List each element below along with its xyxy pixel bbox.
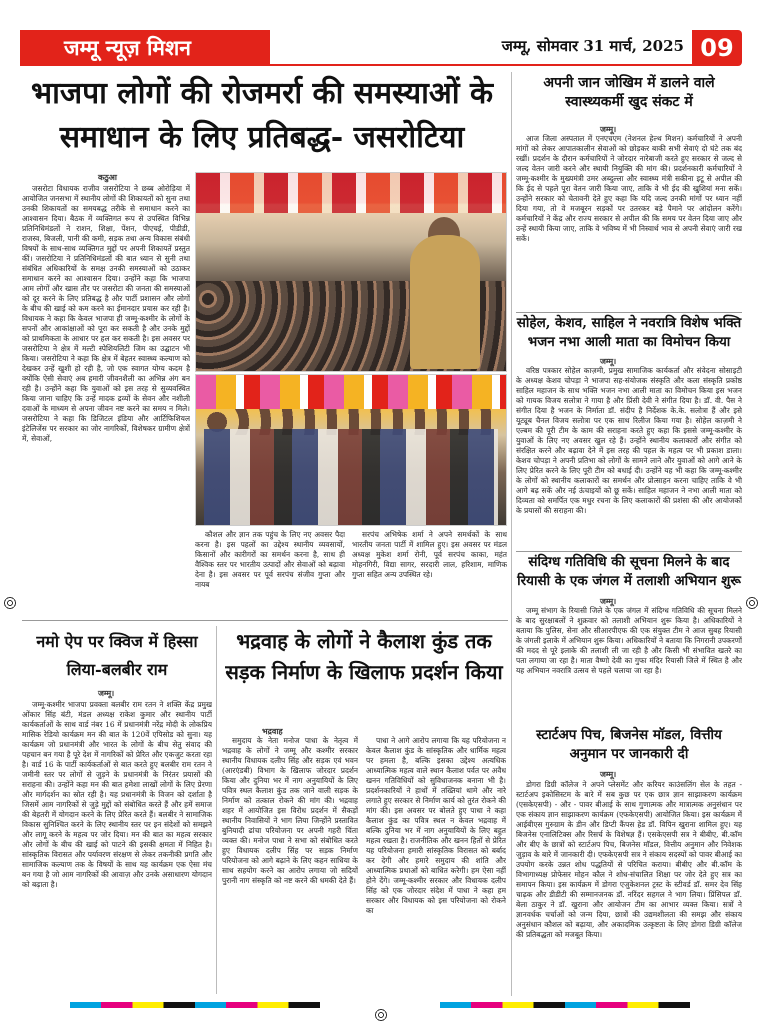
column-divider [216,626,217,994]
page-number: 09 [692,30,742,66]
lead-body-text-3: सरपंच अभिषेक शर्मा ने अपने समर्थकों के साथ भारतीय जनता पार्टी में शामिल हुए। इस अवसर पर मंडल अध्यक्ष मुकेश शर्मा रोनी, पूर्व सरपंच काका, महंत मोहनगिरी, विद्या सागर, सरदारी लाल, हरिशाम, माणिक गुप्ता सहित अन्य उपस्थित रहे। [352,530,507,579]
section-divider [22,620,508,621]
lead-body-text-1: जसरोटा विधायक राजीव जसरोटिया ने छब्ब ओरोड़िया में आयोजित जनसभा में स्थानीय लोगों की शिकायतों को सुना तथा उनकी शिकायतों का समयबद्ध तरीके से समाधान करने का आश्वासन दिया। बैठक में व्यक्तिगत रूप से उपस्थित विभिन्न प्रतिनिधिमंडलों ने राशन, शिक्षा, पेंशन, पीएचई, पीडीडी, राजस्व, बिजली, पानी की कमी, सड़क तथा अन्य विकास संबंधी विषयों के साथ-साथ व्यक्तिगत मुद्दों पर अपनी शिकायतें प्रस्तुत कीं। जसरोटिया ने प्रतिनिधिमंडलों की बात ध्यान से सुनी तथा संबंधित अधिकारियों के समक्ष उनकी समस्याओं को उठाकर समाधान करने का आश्वासन दिया। उन्होंने कहा कि भाजपा आम लोगों और खास तौर पर जसरोटा की जनता की समस्याओं को दूर करने के लिए प्रतिबद्ध है और पार्टी प्रशासन और लोगों के बीच की खाई को कम करने का ईमानदार प्रयास कर रही है। विधायक ने कहा कि केवल भाजपा ही जम्मू-कश्मीर के लोगों के सपनों और आकांक्षाओं को पूरा कर सकती है और उनके मुद्दों को प्राथमिकता के आधार पर हल कर सकती है। इस अवसर पर जसरोटिया ने क्षेत्र में मल्टी स्पेशियलिटी जिम का उद्घाटन भी किया। जसरोटिया ने कहा कि क्षेत्र में बेहतर स्वास्थ्य कल्याण को देखकर उन्हें खुशी हो रही है, जो एक स्वागत योग्य कदम है क्योंकि ऐसी सेवाएं अब हमारी जीवनशैली का अभिन्न अंग बन रही है। उन्होंने कहा कि युवाओं को इस तरह से सुव्यवस्थित किया जाना चाहिए कि उन्हें मादक द्रव्यों के सेवन और नशीली दवाओं के माध्यम से अपना जीवन नष्ट करने का समय न मिले। जसरोटिया ने कहा कि डिजिटल इंडिया और आर्टिफिशियल इंटेलिजेंस पर सरकार का जोर नागरिकों, विशेषकर ग्रामीण क्षेत्रों में, सेवाओं, [22,184,190,443]
story-bhajan-body [516,366,742,552]
registration-mark-icon [3,596,17,610]
column-divider [511,72,512,996]
story-search-operation-dateline: जम्मू। [600,597,617,606]
lead-body-col-2 [195,530,345,616]
registration-mark-icon [745,596,759,610]
lead-photo-rally [195,172,507,372]
story-startup-text: डोगरा डिग्री कॉलेज ने अपने प्लेसमेंट और करियर काउंसलिंग सेल के तहत - स्टार्टअप इकोसिस्टम के बारे में सब कुछ पर एक छात्र ज्ञान साझाकरण कार्यक्रम (एसकेएसपी) - और - पावर बीआई के साथ गुणात्मक और मात्रात्मक अनुसंधान पर एक संकाय ज्ञान साझाकरण कार्यक्रम (एफकेएसपी) आयोजित किया। इस कार्यक्रम में आईबीएस गुरुग्राम के डीन और डिप्टी कैंपस हेड डॉ. विपिन खुराना शामिल हुए। यह बिजनेस एनालिटिक्स और रिसर्च के विशेषज्ञ हैं। एसकेएसपी सत्र ने बीबीए, बी.कॉम और बीए के छात्रों को स्टार्टअप पिच, बिजनेस मॉडल, वित्तीय अनुमान और निवेशक जुड़ाव के बारे में जानकारी दी। एफकेएसपी सत्र ने संकाय सदस्यों को पावर बीआई का उपयोग करके उन्नत शोध पद्धतियों से परिचित कराया। बीबीए और बी.कॉम के विभागाध्यक्ष प्रोफेसर मोहन कौल ने शोध-संचालित शिक्षा पर जोर देते हुए सत्र का समापन किया। इस कार्यक्रम में डोगरा एजुकेशनल ट्रस्ट के स्टीवर्ड डॉ. समर देव सिंह चाढ़क और डीडीटी की सम्मानजनक डॉ. नरिंदर सहगल ने भाग लिया। प्रिंसिपल डॉ. बेला ठाकुर ने डॉ. खुराना और आयोजन टीम का आभार व्यक्त किया। सत्रों ने ज्ञानवर्धक चर्चाओं को जन्म दिया, छात्रों की उद्यमशीलता की समझ और संकाय अनुसंधान कौशल को बढ़ाया, और अकादमिक उत्कृष्टता के लिए डोगरा डिग्री कॉलेज की प्रतिबद्धता को मजबूत किया। [516,780,742,939]
story-startup-body [516,780,742,994]
registration-mark-icon [374,1008,388,1022]
lead-headline: भाजपा लोगों की रोजमर्रा की समस्याओं के समाधान के लिए प्रतिबद्ध- जसरोटिया [30,76,494,155]
story-health-workers-text: आज जिला अस्पताल में एनएचएम (नेशनल हेल्थ मिशन) कर्मचारियों ने अपनी मांगों को लेकर आपातकालीन सेवाओं को छोड़कर बाकी सभी सेवाएं दो घंटे तक बंद रखीं। प्रदर्शन के दौरान कर्मचारियों ने जोरदार नारेबाजी करते हुए सरकार से जल्द से जल्द वेतन जारी करने और स्थायी नियुक्ति की मांग की। प्रदर्शनकारी कर्मचारियों ने जम्मू-कश्मीर के मुख्यमंत्री उमर अब्दुल्ला और स्वास्थ्य मंत्री सकीना इटू से अपील की कि ईद से पहले पूरा वेतन जारी किया जाए, ताकि वे भी ईद की खुशियां मना सकें। उन्होंने सरकार को चेतावनी देते हुए कहा कि यदि जल्द उनकी मांगों पर ध्यान नहीं दिया गया, तो वे मजबूरन सड़कों पर उतरकर बड़े पैमाने पर आंदोलन करेंगे। कर्मचारियों ने केंद्र और राज्य सरकार से अपील की कि समय पर वेतन दिया जाए और उन्हें स्थायी किया जाए, ताकि वे भविष्य में भी निस्वार्थ भाव से अपनी सेवाएं जारी रख सकें। [516,134,742,243]
story-health-workers-headline: अपनी जान जोखिम में डालने वाले स्वास्थ्यकर्मी खुद संकट में [543,75,715,110]
photo-decorations [196,375,506,409]
story-namo-app-text: जम्मू-कश्मीर भाजपा प्रवक्ता बलबीर राम रतन ने शक्ति केंद्र प्रमुख ओंकार सिंह बंटी, मंडल अध्यक्ष राकेश कुमार और स्थानीय पार्टी कार्यकर्ताओं के साथ वार्ड नंबर 16 में प्रधानमंत्री नरेंद्र मोदी के लोकप्रिय मासिक रेडियो कार्यक्रम मन की बात के 120वें एपिसोड को सुना। यह कार्यक्रम जो प्रधानमंत्री और भारत के लोगों के बीच सेतु संवाद की पहचान बन गया है पूरे देश में नागरिकों को प्रेरित और एकजुट करता रहा है। वार्ड 16 के पार्टी कार्यकर्ताओं से बात करते हुए बलबीर राम रतन ने जमीनी स्तर पर लोगों से जुड़ने के प्रधानमंत्री के निरंतर प्रयासों की सराहना की। उन्होंने कहा मन की बात हमेशा लाखों लोगों के लिए प्रेरणा और मार्गदर्शन का स्रोत रही है। यह प्रधानमंत्री के विजन को दर्शाता है जिसमें आम नागरिकों से जुड़े मुद्दों को संबोधित करते हैं और हमें समाज की बेहतरी में योगदान करने के लिए प्रेरित करते हैं। बलबीर ने सामाजिक विकास सुनिश्चित करने के लिए स्थानीय स्तर पर इन संदेशों को समझने और लागू करने के महत्व पर जोर दिया। मन की बात का महत्व सरकार और लोगों के बीच की खाई को पाटने की इसकी क्षमता में निहित है। सांस्कृतिक विरासत और पर्यावरण संरक्षण से लेकर तकनीकी प्रगति और सामाजिक कल्याण तक के विषयों के साथ यह कार्यक्रम एक ऐसा मंच बन गया है जो आम नागरिकों की आवाज़ और उनके असाधारण योगदान को बढ़ाता है। [22,700,212,889]
story-divider [516,312,742,313]
lead-body-col-1 [22,184,190,616]
story-bhaderwah-dateline: भद्रवाह [262,727,283,736]
lead-dateline: कठुआ [98,173,117,182]
story-search-operation-headline: संदिग्ध गतिविधि की सूचना मिलने के बाद रियासी के एक जंगल में तलाशी अभियान शुरू [517,554,741,589]
lead-photo-gym-inauguration [195,374,507,526]
story-health-workers-body [516,134,742,310]
photo-tent-canopy [196,173,506,213]
story-bhajan-dateline: जम्मू। [600,357,617,366]
story-namo-app-headline: नमो ऐप पर क्विज में हिस्सा लिया-बलबीर राम [36,632,198,679]
story-bhaderwah-headline: भद्रवाह के लोगों ने कैलाश कुंड तक सड़क निर्माण के खिलाफ प्रदर्शन किया [225,629,503,684]
story-search-operation-text: जम्मू संभाग के रियासी जिले के एक जंगल में संदिग्ध गतिविधि की सूचना मिलने के बाद सुरक्षाबलों ने शुक्रवार को तलाशी अभियान शुरू किया है। अधिकारियों ने बताया कि पुलिस, सेना और सीआरपीएफ की एक संयुक्त टीम ने आज सुबह रियासी के जंगली इलाके में अभियान शुरू किया। अधिकारियों ने बताया कि निगरानी उपकरणों की मदद से पूरे इलाके की तलाशी ली जा रही है और किसी भी संभावित खतरे का पता लगाया जा रहा है। माता वैष्णो देवी का गुफा मंदिर रियासी जिले में स्थित है और यह अभियान नवरात्रि उत्सव से पहले चलाया जा रहा है। [516,606,742,675]
story-bhaderwah-text-1: समुदाय के नेता मनोज पाधा के नेतृत्व में भद्रवाह के लोगों ने जम्मू और कश्मीर सरकार स्थानीय विधायक दलीप सिंह और सड़क एवं भवन (आरएंडबी) विभाग के खिलाफ जोरदार प्रदर्शन किया और दुनिया भर में नाग अनुयायियों के लिए पवित्र स्थल कैलाश कुंड तक जाने वाली सड़क के निर्माण को तत्काल रोकने की मांग की। भद्रवाह शहर में आयोजित इस विरोध प्रदर्शन में सैकड़ों स्थानीय निवासियों ने भाग लिया जिन्होंने प्रस्तावित बुनियादी ढांचा परियोजना पर अपनी गहरी चिंता व्यक्त की। मनोज पाधा ने सभा को संबोधित करते हुए विधायक दलीप सिंह पर सड़क निर्माण परियोजना को आगे बढ़ाने के लिए कहन साधिया के साथ सहयोग करने का आरोप लगाया जो सदियों पुरानी नाग संस्कृति को नष्ट करने की धमकी देते हैं। [222,736,358,885]
print-color-bar [440,1002,690,1008]
story-bhaderwah-body-col-2 [366,736,506,990]
story-startup-dateline: जम्मू। [600,770,617,779]
story-namo-app-body [22,700,212,994]
lead-body-text-2: कौशल और ज्ञान तक पहुंच के लिए नए अवसर पैदा करना है। इस पहलों का उद्देश्य स्थानीय व्यवसायों, किसानों और कारीगरों का समर्थन करना है, साथ ही वैश्विक स्तर पर भारतीय उत्पादों और सेवाओं को बढ़ावा देना है। इस अवसर पर पूर्व सरपंच संजीव गुप्ता और नायब [195,530,345,589]
story-bhaderwah-body-col-1 [222,736,358,990]
story-namo-app-dateline: जम्मू। [98,689,115,698]
story-bhaderwah-text-2: पाधा ने आगे आरोप लगाया कि यह परियोजना न केवल कैलाश कुंड के सांस्कृतिक और धार्मिक महत्व पर हमला है, बल्कि इसका उद्देश्य अत्यधिक आध्यात्मिक महत्व वाले स्थान कैलाश पर्वत पर अवैध खनन गतिविधियों को सुविधाजनक बनाना भी है। प्रदर्शनकारियों ने हाथों में तख्तियां थामे और नारे लगाते हुए सरकार से निर्माण कार्य को तुरंत रोकने की मांग की। इस अवसर पर बोलते हुए पाधा ने कहा कैलाश कुंड का पवित्र स्थल न केवल भद्रवाह में बल्कि दुनिया भर में नाग अनुयायियों के लिए बहुत महत्व रखता है। राजनीतिक और खनन हितों से प्रेरित यह परियोजना हमारी सांस्कृतिक विरासत को बर्बाद कर देगी और हमारे समुदाय की शांति और आध्यात्मिक प्रथाओं को बाधित करेगी। हम ऐसा नहीं होने देंगे। जम्मू-कश्मीर सरकार और विधायक दलीप सिंह को एक जोरदार संदेश में पाधा ने कहा हम सरकार और विधायक को इस परियोजना को रोकने का [366,736,506,915]
story-startup-headline: स्टार्टअप पिच, बिजनेस मॉडल, वित्तीय अनुमान पर जानकारी दी [536,727,722,762]
print-color-bar [70,1002,320,1008]
story-bhajan-text: वरिष्ठ पत्रकार सोहेल काज़मी, प्रमुख सामाजिक कार्यकर्ता और संवेदना सोसाइटी के अध्यक्ष केशव चोपड़ा ने भाजपा सह-संयोजक संस्कृति और कला संस्कृति प्रकोष्ठ साहिल महाजन के साथ भक्ति भजन नभा आली माता का विमोचन किया इस भजन को गायक विजय सलोत्रा ने गाया है और प्रिंसी देवी ने संगीत दिया है। डॉ. वी. पैस ने संगीत दिया है भजन के निर्माता डॉ. संदीप है निर्देशक के.के. सलोत्रा हैं और इसे यूट्यूब चैनल विजय सलोत्रा पर एक साथ रिलीज किया गया है। सोहेल काज़मी ने एल्बम की पूरी टीम के काम की सराहना करते हुए कहा कि इससे जम्मू-कश्मीर के युवाओं के लिए नए अवसर खुल रहे हैं। उन्होंने स्थानीय कलाकारों और संगीत को संरक्षित करने और बढ़ावा देने में इस तरह की पहल के महत्व पर भी प्रकाश डाला। केशव चोपड़ा ने अपनी प्रतिभा को लोगों के सामने लाने और युवाओं को आगे आने के लिए प्रेरित करने के लिए पूरी टीम को बधाई दी। उन्होंने यह भी कहा कि जम्मू-कश्मीर के लोगों को स्थानीय कलाकारों का समर्थन और प्रोत्साहन करना चाहिए ताकि वे भी आगे बढ़ सकें और नई ऊंचाइयों को छू सकें। साहिल महाजन ने नभा आली माता को दिव्यता को समर्पित एक मधुर रचना के लिए कलाकारों की प्रशंसा की और आयोजकों के प्रयासों की सराहना की। [516,366,742,515]
lead-body-col-3 [352,530,507,616]
issue-date: जम्मू, सोमवार 31 मार्च, 2025 [501,37,684,55]
story-health-workers-dateline: जम्मू। [600,125,617,134]
masthead [20,30,742,66]
photo-speaker [410,235,480,369]
photo-group [204,429,498,525]
story-search-operation-body [516,606,742,724]
paper-name: जम्मू न्यूज़ मिशन [20,30,270,66]
story-bhajan-headline: सोहेल, केशव, साहिल ने नवरात्रि विशेष भक्ति भजन नभा आली माता का विमोचन किया [516,315,742,350]
